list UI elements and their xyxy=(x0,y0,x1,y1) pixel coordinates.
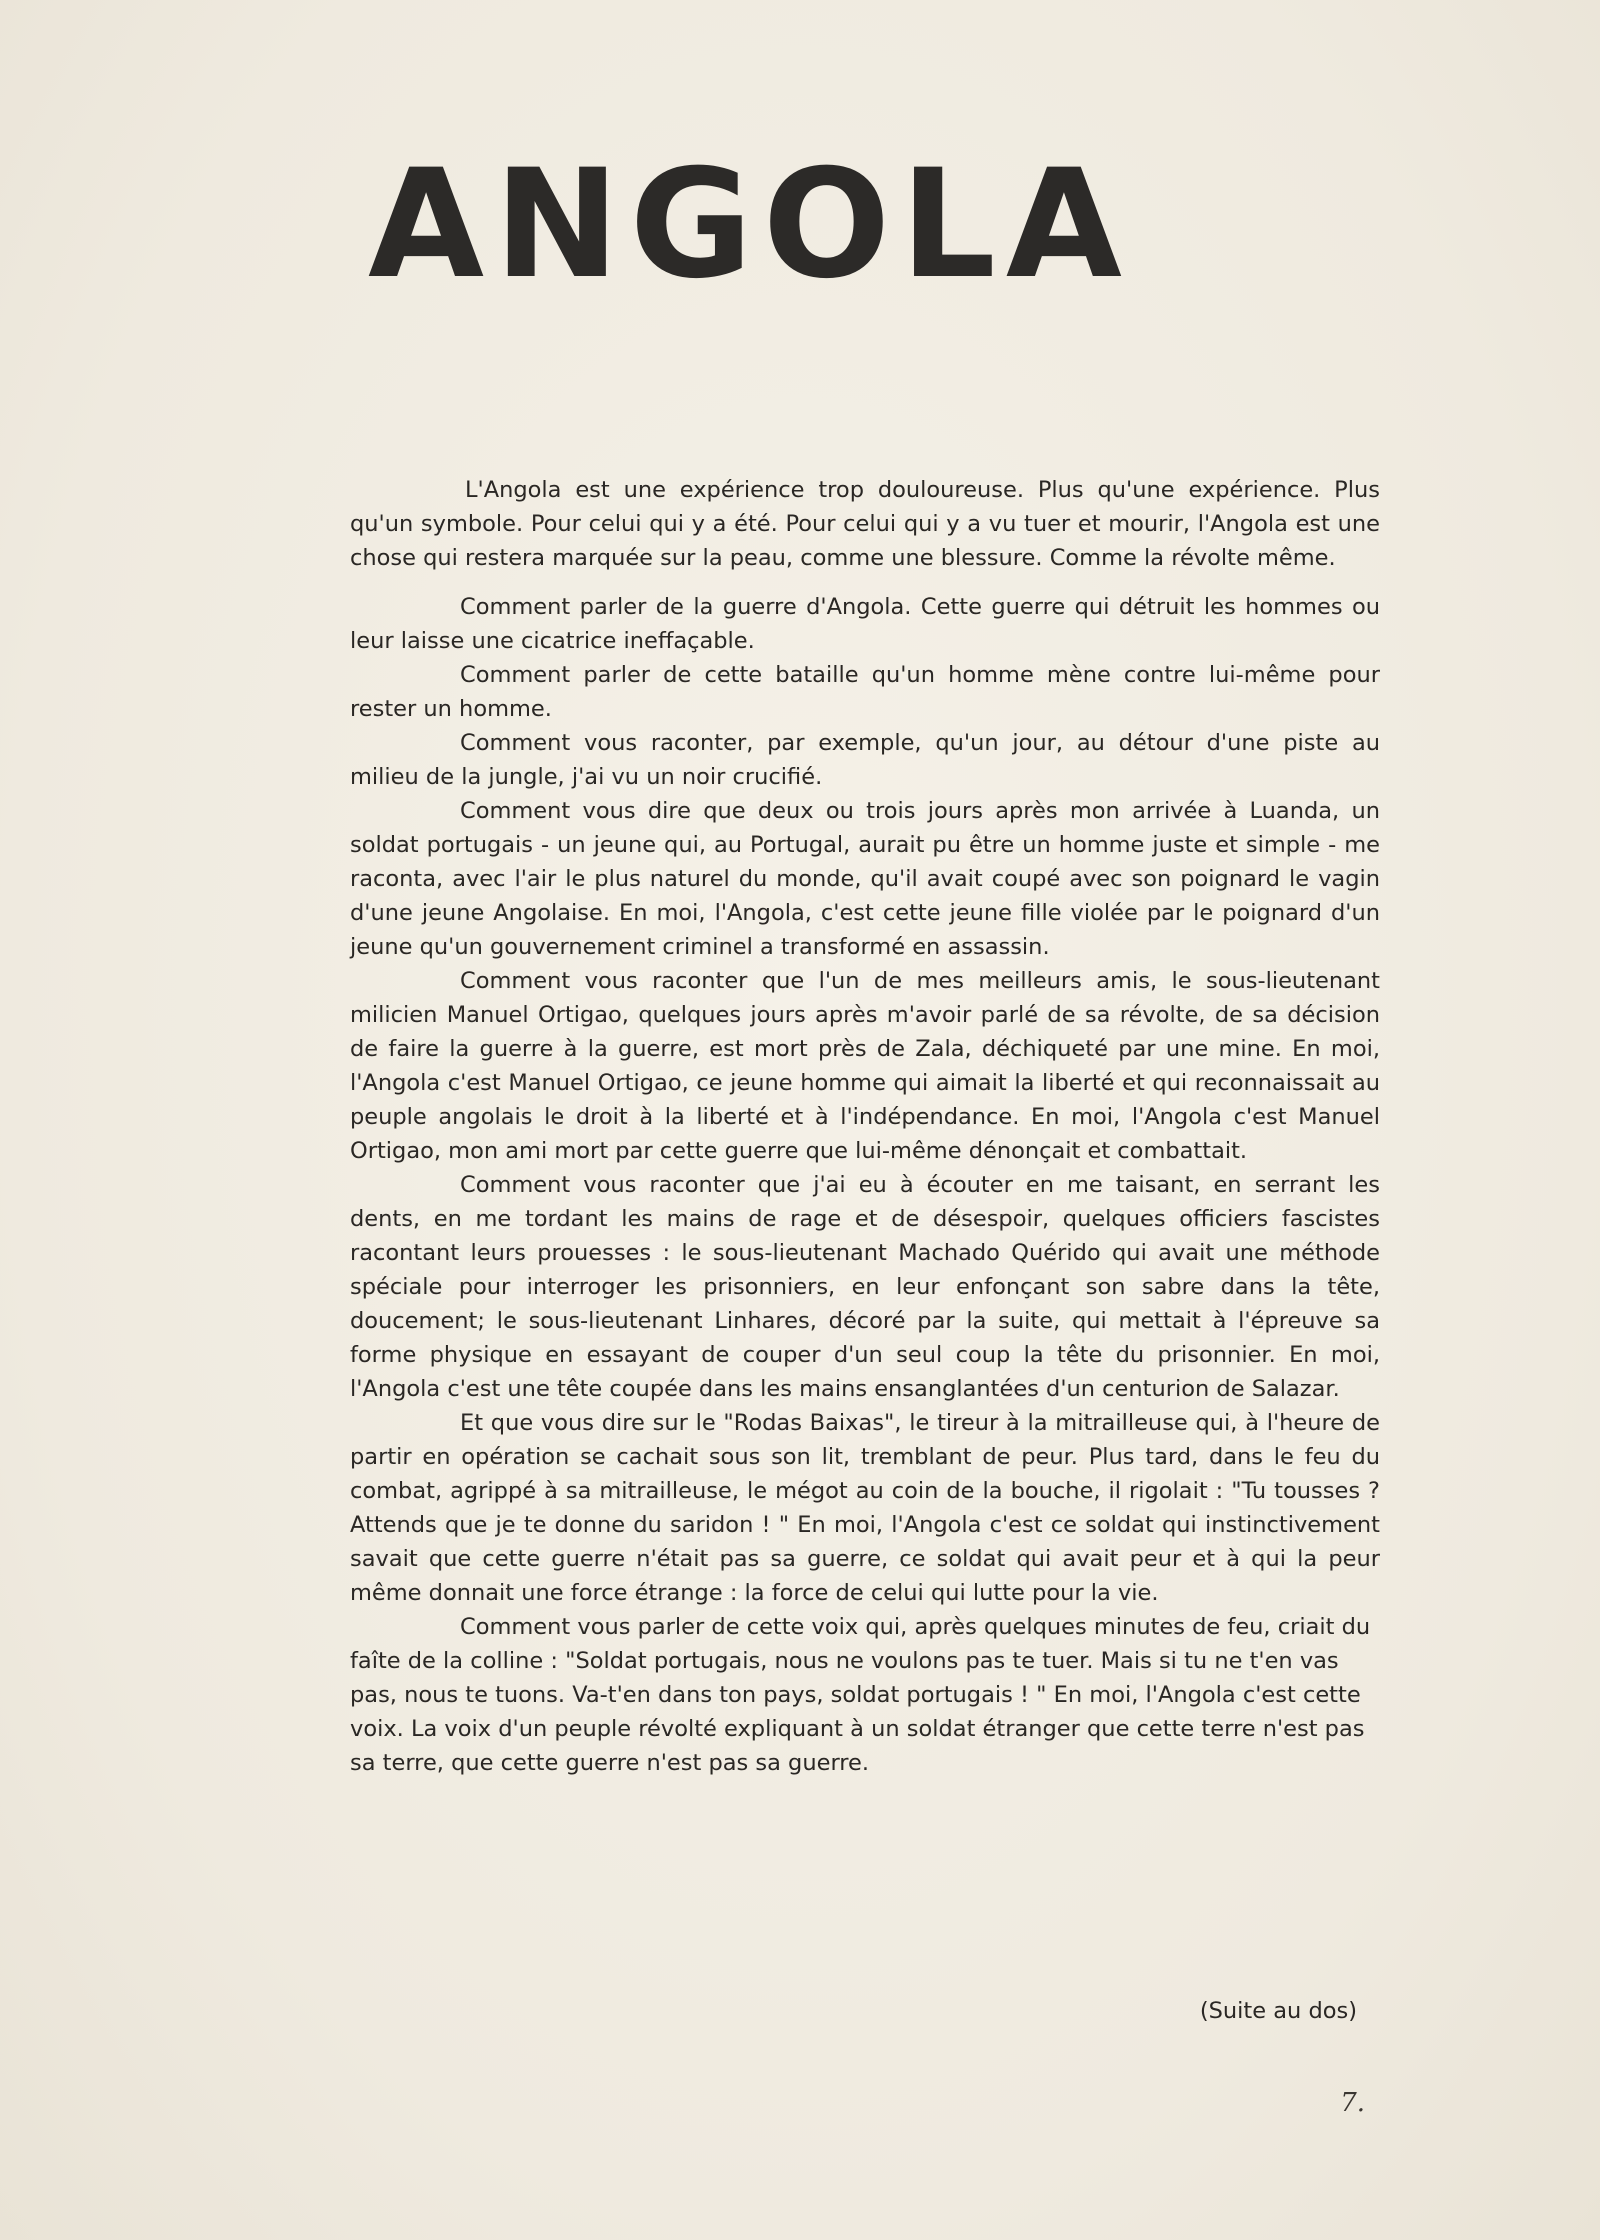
page-number: 7. xyxy=(1340,2088,1365,2118)
paragraph: Comment parler de la guerre d'Angola. Cette guerre qui détruit les hommes ou leur laisse une cicatrice ineffaçable. xyxy=(350,594,1380,654)
paragraph: L'Angola est une expérience trop douloureuse. Plus qu'une expérience. Plus qu'un symbole. Pour celui qui y a été. Pour celui qui y a vu tuer et mourir, l'Angola est une chose qui restera marquée sur la peau, comme une blessure. Comme la révolte même. xyxy=(350,477,1380,571)
continuation-note: (Suite au dos) xyxy=(1199,1998,1357,2024)
paragraph: Comment vous raconter que l'un de mes meilleurs amis, le sous-lieutenant milicien Manuel Ortigao, quelques jours après m'avoir parlé de sa révolte, de sa décision de faire la guerre à la guerre, est mort près de Zala, déchiqueté par une mine. En moi, l'Angola c'est Manuel Ortigao, ce jeune homme qui aimait la liberté et qui reconnaissait au peuple angolais le droit à la liberté et à l'indépendance. En moi, l'Angola c'est Manuel Ortigao, mon ami mort par cette guerre que lui-même dénonçait et combattait. xyxy=(350,968,1380,1164)
page-title: ANGOLA xyxy=(368,138,1132,312)
article-body xyxy=(350,473,1380,1780)
paragraph: Comment vous dire que deux ou trois jours après mon arrivée à Luanda, un soldat portugais - un jeune qui, au Portugal, aurait pu être un homme juste et simple - me raconta, avec l'air le plus naturel du monde, qu'il avait coupé avec son poignard le vagin d'une jeune Angolaise. En moi, l'Angola, c'est cette jeune fille violée par le poignard d'un jeune qu'un gouvernement criminel a transformé en assassin. xyxy=(350,798,1380,960)
paragraph: Comment vous raconter, par exemple, qu'un jour, au détour d'une piste au milieu de la jungle, j'ai vu un noir crucifié. xyxy=(350,730,1380,790)
paragraph: Comment vous raconter que j'ai eu à écouter en me taisant, en serrant les dents, en me tordant les mains de rage et de désespoir, quelques officiers fascistes racontant leurs prouesses : le sous-lieutenant Machado Quérido qui avait une méthode spéciale pour interroger les prisonniers, en leur enfonçant son sabre dans la tête, doucement; le sous-lieutenant Linhares, décoré par la suite, qui mettait à l'épreuve sa forme physique en essayant de couper d'un seul coup la tête du prisonnier. En moi, l'Angola c'est une tête coupée dans les mains ensanglantées d'un centurion de Salazar. xyxy=(350,1172,1380,1402)
paragraph: Et que vous dire sur le "Rodas Baixas", le tireur à la mitrailleuse qui, à l'heure de partir en opération se cachait sous son lit, tremblant de peur. Plus tard, dans le feu du combat, agrippé à sa mitrailleuse, le mégot au coin de la bouche, il rigolait : "Tu tousses ? Attends que je te donne du saridon ! " En moi, l'Angola c'est ce soldat qui instinctivement savait que cette guerre n'était pas sa guerre, ce soldat qui avait peur et à qui la peur même donnait une force étrange : la force de celui qui lutte pour la vie. xyxy=(350,1410,1380,1606)
paragraph: Comment vous parler de cette voix qui, après quelques minutes de feu, criait du faîte de la colline : "Soldat portugais, nous ne voulons pas te tuer. Mais si tu ne t'en vas pas, nous te tuons. Va-t'en dans ton pays, soldat portugais ! " En moi, l'Angola c'est cette voix. La voix d'un peuple révolté expliquant à un soldat étranger que cette terre n'est pas sa terre, que cette guerre n'est pas sa guerre. xyxy=(350,1614,1371,1776)
paragraph: Comment parler de cette bataille qu'un homme mène contre lui-même pour rester un homme. xyxy=(350,662,1380,722)
